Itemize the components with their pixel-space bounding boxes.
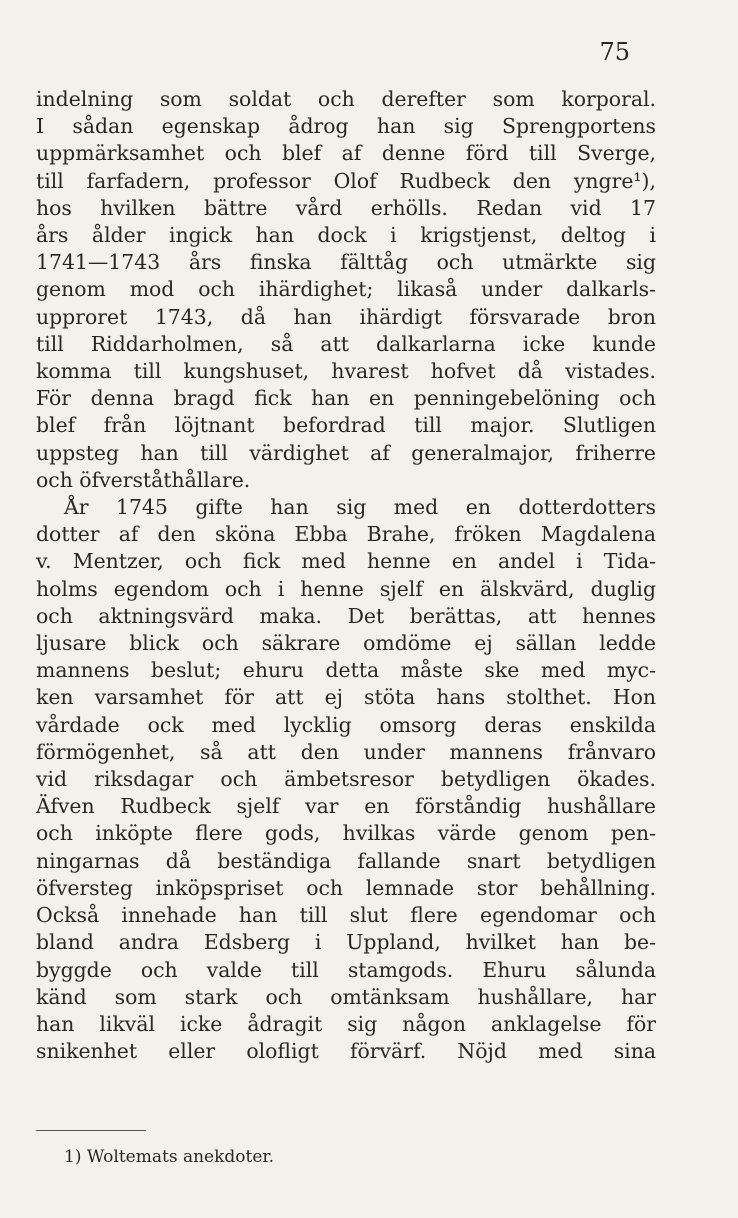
text-line: hos hvilken bättre vård erhölls. Redan vid 17 <box>36 195 656 220</box>
text-line: uppsteg han till värdighet af generalmajor, friherre <box>36 440 656 465</box>
text-line: holms egendom och i henne sjelf en älskvärd, duglig <box>36 576 656 601</box>
text-line: indelning som soldat och derefter som korporal. <box>36 87 656 111</box>
text-line: vårdade ock med lycklig omsorg deras enskilda <box>36 712 656 737</box>
footnote-divider <box>36 1130 146 1131</box>
text-line: bland andra Edsberg i Uppland, hvilket han be- <box>36 930 656 955</box>
text-line: till Riddarholmen, så att dalkarlarna icke kunde <box>36 331 656 356</box>
text-line: förmögenhet, så att den under mannens frånvaro <box>36 739 656 764</box>
text-line: I sådan egenskap ådrog han sig Sprengportens <box>36 114 656 139</box>
page-number: 75 <box>599 38 630 66</box>
text-line: öfversteg inköpspriset och lemnade stor behållning. <box>36 875 656 900</box>
text-line: Också innehade han till slut flere egendomar och <box>36 903 656 928</box>
text-line: 1741—1743 års finska fälttåg och utmärkte sig <box>36 250 656 275</box>
text-line: dotter af den sköna Ebba Brahe, fröken Magdalena <box>36 522 656 547</box>
text-line: byggde och valde till stamgods. Ehuru sålunda <box>36 957 656 982</box>
text-line: upproret 1743, då han ihärdigt försvarade bron <box>36 304 656 329</box>
text-line: känd som stark och omtänksam hushållare, har <box>36 984 656 1009</box>
text-line: komma till kungshuset, hvarest hofvet då vistades. <box>36 359 656 384</box>
text-line: och öfverståthållare. <box>36 467 251 492</box>
footnote-marker: 1) <box>64 1147 82 1167</box>
text-line: och aktningsvärd maka. Det berättas, att hennes <box>36 603 656 628</box>
text-line: blef från löjtnant befordrad till major. Slutligen <box>36 413 656 438</box>
text-line: ken varsamhet för att ej stöta hans stolthet. Hon <box>36 685 656 710</box>
text-line: År 1745 gifte han sig med en dotterdotters <box>64 495 656 520</box>
text-line: till farfadern, professor Olof Rudbeck den yngre¹), <box>36 168 656 193</box>
text-line: vid riksdagar och ämbetsresor betydligen ökades. <box>36 767 656 792</box>
footnote <box>64 1147 274 1167</box>
text-line: mannens beslut; ehuru detta måste ske med myc- <box>36 658 656 683</box>
text-line: och inköpte flere gods, hvilkas värde genom pen- <box>36 821 656 846</box>
text-line: ningarnas då beständiga fallande snart betydligen <box>36 848 656 873</box>
text-line: Äfven Rudbeck sjelf var en förståndig hushållare <box>36 794 656 819</box>
text-line: genom mod och ihärdighet; likaså under dalkarls- <box>36 277 656 302</box>
text-line: snikenhet eller olofligt förvärf. Nöjd med sina <box>36 1039 656 1064</box>
body-text <box>36 86 656 1065</box>
text-line: v. Mentzer, och fick med henne en andel i Tida- <box>36 549 656 574</box>
text-line: För denna bragd fick han en penningebelöning och <box>36 386 656 411</box>
text-line: han likväl icke ådragit sig någon anklagelse för <box>36 1011 656 1036</box>
text-line: års ålder ingick han dock i krigstjenst, deltog i <box>36 223 656 248</box>
text-line: uppmärksamhet och blef af denne förd till Sverge, <box>36 141 656 166</box>
text-line: ljusare blick och säkrare omdöme ej sällan ledde <box>36 631 656 656</box>
footnote-text: Woltemats anekdoter. <box>86 1147 275 1167</box>
